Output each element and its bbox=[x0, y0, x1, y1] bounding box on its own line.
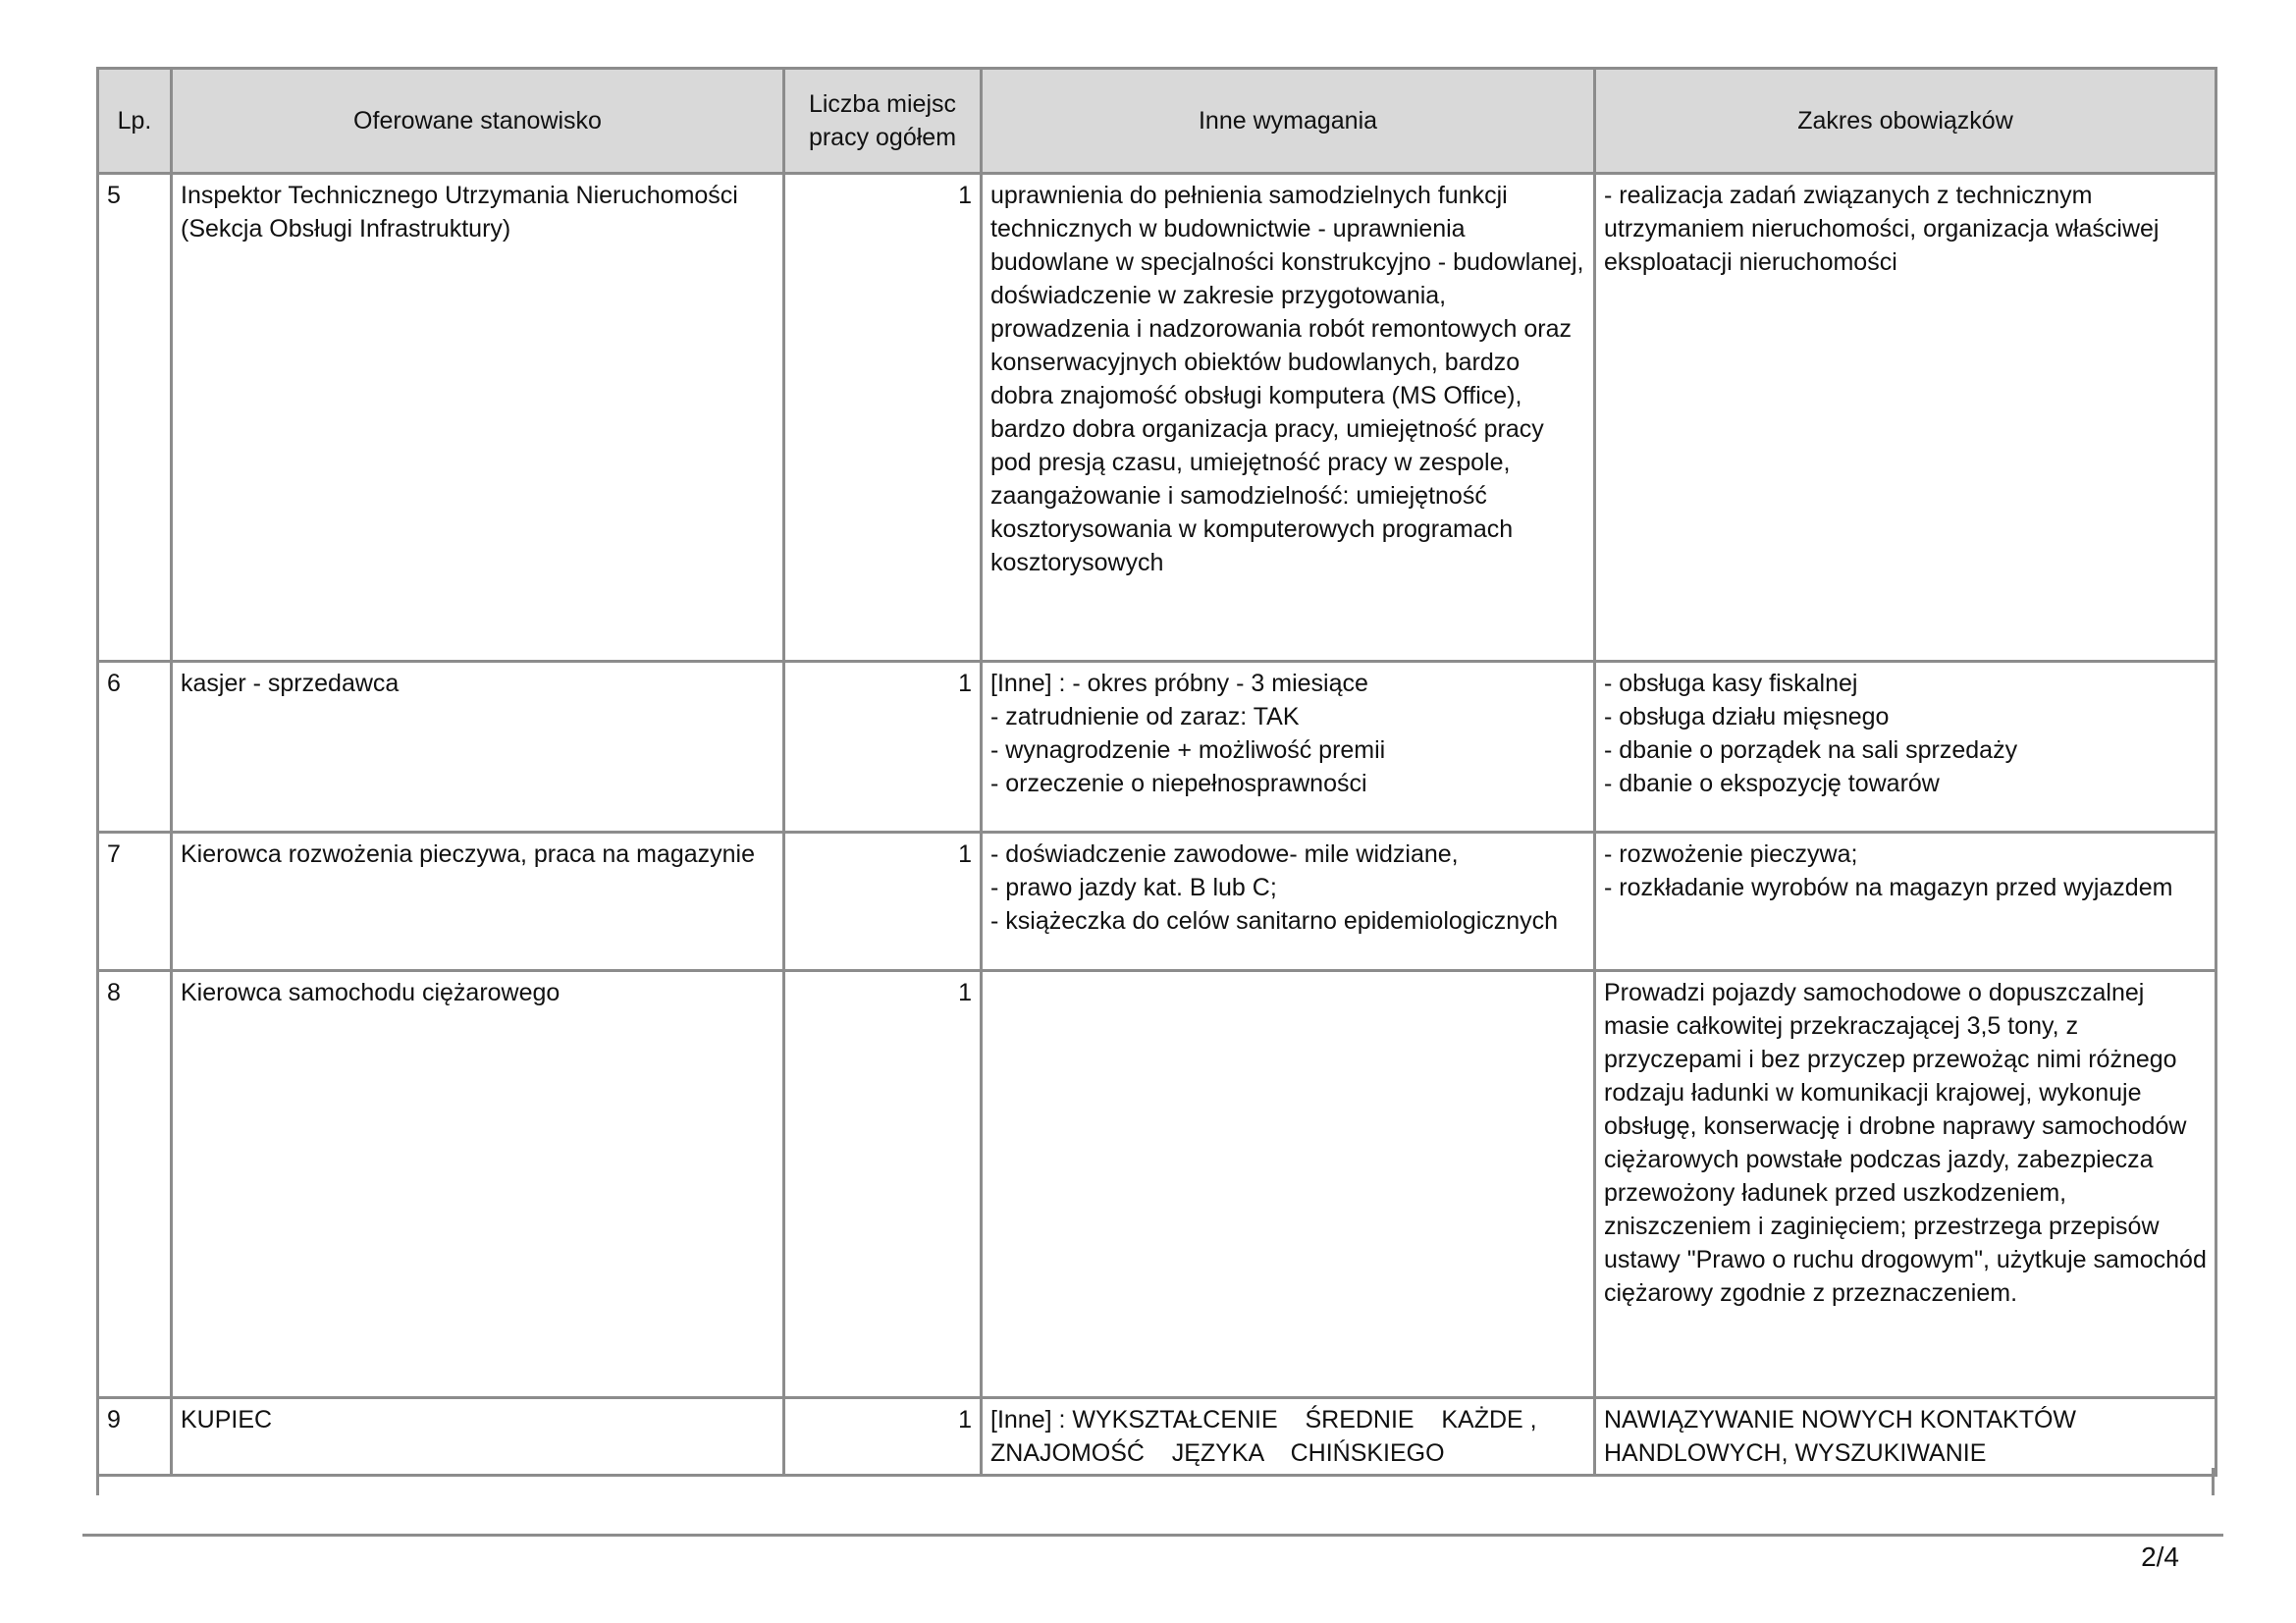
footer-divider bbox=[82, 1534, 2223, 1537]
cell-count: 1 bbox=[784, 971, 982, 1398]
header-duties: Zakres obowiązków bbox=[1595, 69, 2216, 174]
cell-requirements: - doświadczenie zawodowe- mile widziane, - prawo jazdy kat. B lub C; - książeczka do celów sanitarno epidemiologicznych bbox=[982, 833, 1595, 971]
page-number: 2/4 bbox=[2141, 1542, 2179, 1572]
cell-count: 1 bbox=[784, 833, 982, 971]
cell-count: 1 bbox=[784, 174, 982, 662]
cell-position: KUPIEC bbox=[172, 1398, 784, 1476]
cell-count: 1 bbox=[784, 662, 982, 833]
cell-duties: Prowadzi pojazdy samochodowe o dopuszczalnej masie całkowitej przekraczającej 3,5 tony, z przyczepami i bez przyczep przewożąc nimi różnego rodzaju ładunki w komunikacji krajowej, wykonuje obsługę, konserwację i drobne naprawy samochodów ciężarowych powstałe podczas jazdy, zabezpiecza przewożony ładunek przed uszkodzeniem, zniszczeniem i zaginięciem; przestrzega przepisów ustawy "Prawo o ruchu drogowym", użytkuje samochód ciężarowy zgodnie z przeznaczeniem. bbox=[1595, 971, 2216, 1398]
table-row bbox=[98, 1398, 2216, 1476]
table-row bbox=[98, 174, 2216, 662]
cell-duties: - obsługa kasy fiskalnej - obsługa działu mięsnego - dbanie o porządek na sali sprzedaży - dbanie o ekspozycję towarów bbox=[1595, 662, 2216, 833]
cell-position: Inspektor Technicznego Utrzymania Nieruchomości (Sekcja Obsługi Infrastruktury) bbox=[172, 174, 784, 662]
cell-lp: 5 bbox=[98, 174, 172, 662]
cell-requirements: [Inne] : WYKSZTAŁCENIE ŚREDNIE KAŻDE , ZNAJOMOŚĆ JĘZYKA CHIŃSKIEGO bbox=[982, 1398, 1595, 1476]
table-row bbox=[98, 971, 2216, 1398]
cell-lp: 9 bbox=[98, 1398, 172, 1476]
cell-duties: - rozwożenie pieczywa; - rozkładanie wyrobów na magazyn przed wyjazdem bbox=[1595, 833, 2216, 971]
cell-position: kasjer - sprzedawca bbox=[172, 662, 784, 833]
job-offers-table bbox=[96, 67, 2217, 1477]
table-continuation bbox=[96, 1468, 2215, 1495]
cell-requirements bbox=[982, 971, 1595, 1398]
cell-count: 1 bbox=[784, 1398, 982, 1476]
header-requirements: Inne wymagania bbox=[982, 69, 1595, 174]
table-header-row bbox=[98, 69, 2216, 174]
cell-lp: 6 bbox=[98, 662, 172, 833]
cell-duties: NAWIĄZYWANIE NOWYCH KONTAKTÓW HANDLOWYCH, WYSZUKIWANIE bbox=[1595, 1398, 2216, 1476]
header-count: Liczba miejsc pracy ogółem bbox=[784, 69, 982, 174]
cell-position: Kierowca samochodu ciężarowego bbox=[172, 971, 784, 1398]
table-row bbox=[98, 833, 2216, 971]
cell-requirements: [Inne] : - okres próbny - 3 miesiące - zatrudnienie od zaraz: TAK - wynagrodzenie + możliwość premii - orzeczenie o niepełnosprawności bbox=[982, 662, 1595, 833]
cell-duties: - realizacja zadań związanych z technicznym utrzymaniem nieruchomości, organizacja właściwej eksploatacji nieruchomości bbox=[1595, 174, 2216, 662]
header-lp: Lp. bbox=[98, 69, 172, 174]
cell-lp: 8 bbox=[98, 971, 172, 1398]
cell-lp: 7 bbox=[98, 833, 172, 971]
cell-position: Kierowca rozwożenia pieczywa, praca na magazynie bbox=[172, 833, 784, 971]
table-row bbox=[98, 662, 2216, 833]
cell-requirements: uprawnienia do pełnienia samodzielnych funkcji technicznych w budownictwie - uprawnienia budowlane w specjalności konstrukcyjno - budowlanej, doświadczenie w zakresie przygotowania, prowadzenia i nadzorowania robót remontowych oraz konserwacyjnych obiektów budowlanych, bardzo dobra znajomość obsługi komputera (MS Office), bardzo dobra organizacja pracy, umiejętność pracy pod presją czasu, umiejętność pracy w zespole, zaangażowanie i samodzielność: umiejętność kosztorysowania w komputerowych programach kosztorysowych bbox=[982, 174, 1595, 662]
header-position: Oferowane stanowisko bbox=[172, 69, 784, 174]
